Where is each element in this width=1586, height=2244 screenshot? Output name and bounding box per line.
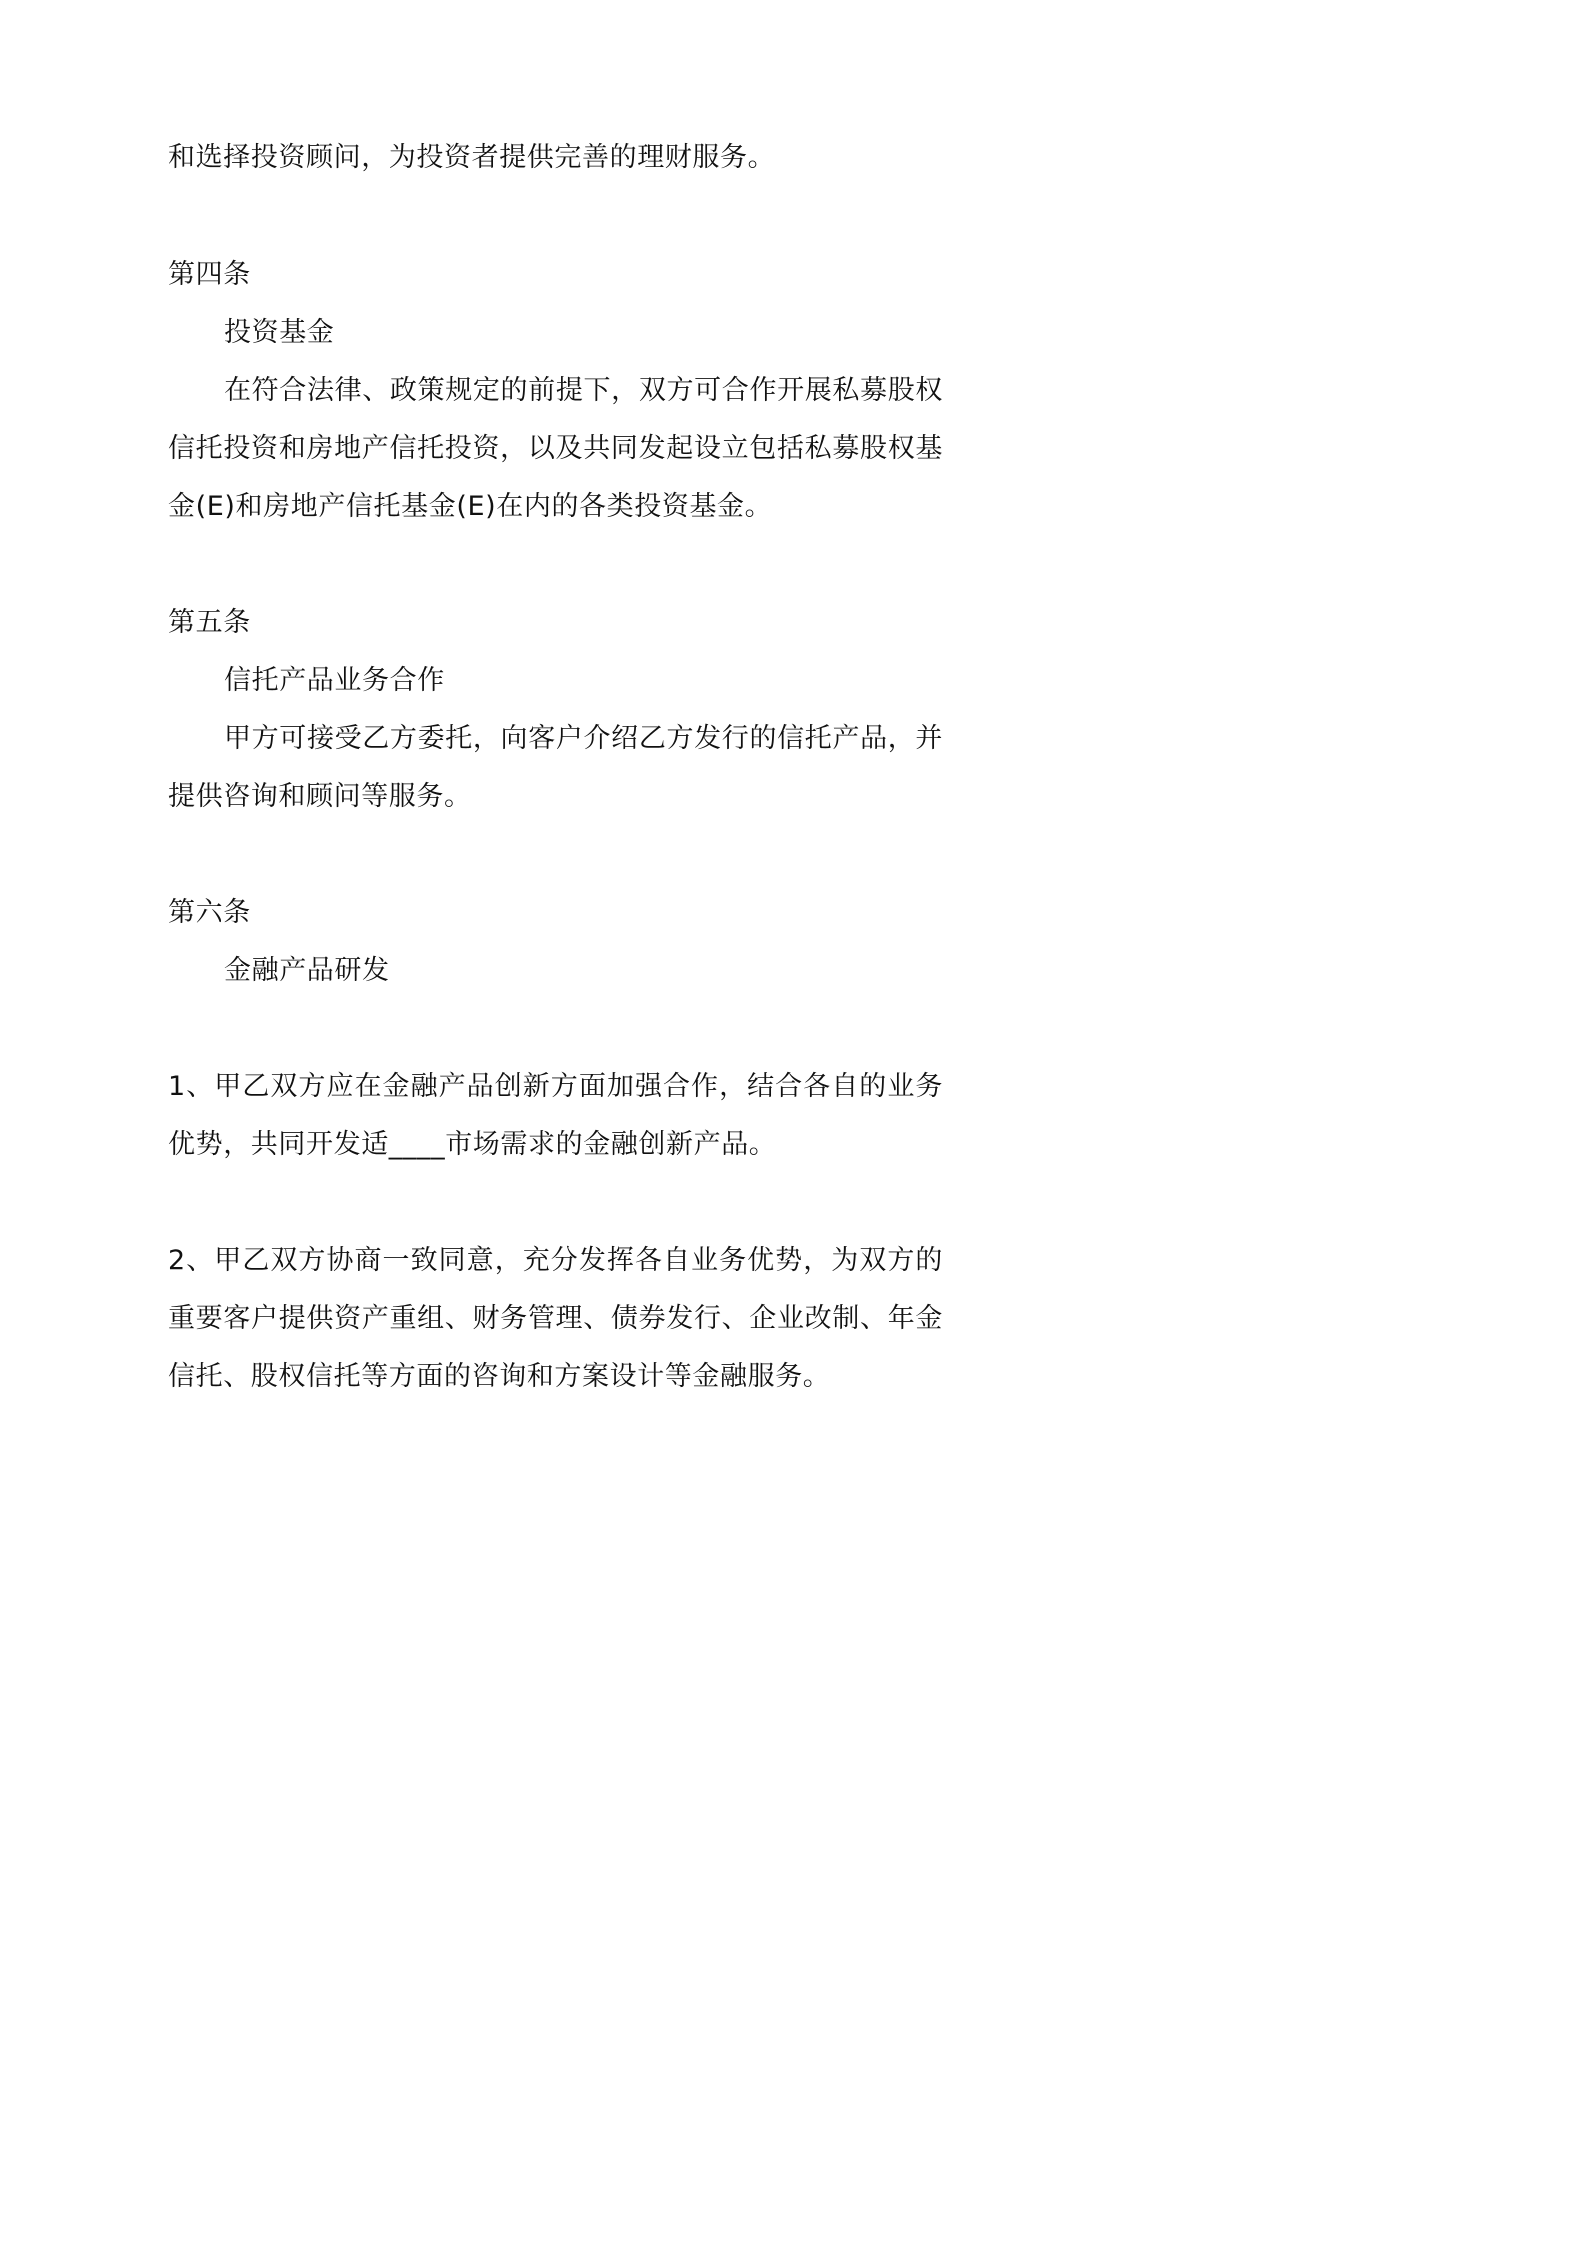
article-heading-5: 第五条 [168, 607, 251, 638]
numbered-item-2: 2、甲乙双方协商一致同意，充分发挥各自业务优势，为双方的 [168, 1245, 943, 1276]
article-heading-6: 第六条 [168, 897, 251, 928]
article-title-4: 投资基金 [224, 317, 335, 348]
paragraph-line: 在符合法律、政策规定的前提下，双方可合作开展私募股权 [224, 375, 943, 406]
paragraph-line: 甲方可接受乙方委托，向客户介绍乙方发行的信托产品，并 [224, 723, 943, 754]
paragraph-line: 信托、股权信托等方面的咨询和方案设计等金融服务。 [168, 1361, 831, 1392]
paragraph-line: 金(E)和房地产信托基金(E)在内的各类投资基金。 [168, 491, 773, 522]
article-title-6: 金融产品研发 [224, 955, 390, 986]
article-heading-4: 第四条 [168, 259, 251, 290]
paragraph-line: 优势，共同开发适____市场需求的金融创新产品。 [168, 1129, 777, 1160]
paragraph-line: 重要客户提供资产重组、财务管理、债券发行、企业改制、年金 [168, 1303, 943, 1334]
paragraph-line: 信托投资和房地产信托投资，以及共同发起设立包括私募股权基 [168, 433, 943, 464]
numbered-item-1: 1、甲乙双方应在金融产品创新方面加强合作，结合各自的业务 [168, 1071, 943, 1102]
article-title-5: 信托产品业务合作 [224, 665, 445, 696]
paragraph-line: 和选择投资顾问，为投资者提供完善的理财服务。 [168, 142, 776, 173]
paragraph-line: 提供咨询和顾问等服务。 [168, 781, 472, 812]
